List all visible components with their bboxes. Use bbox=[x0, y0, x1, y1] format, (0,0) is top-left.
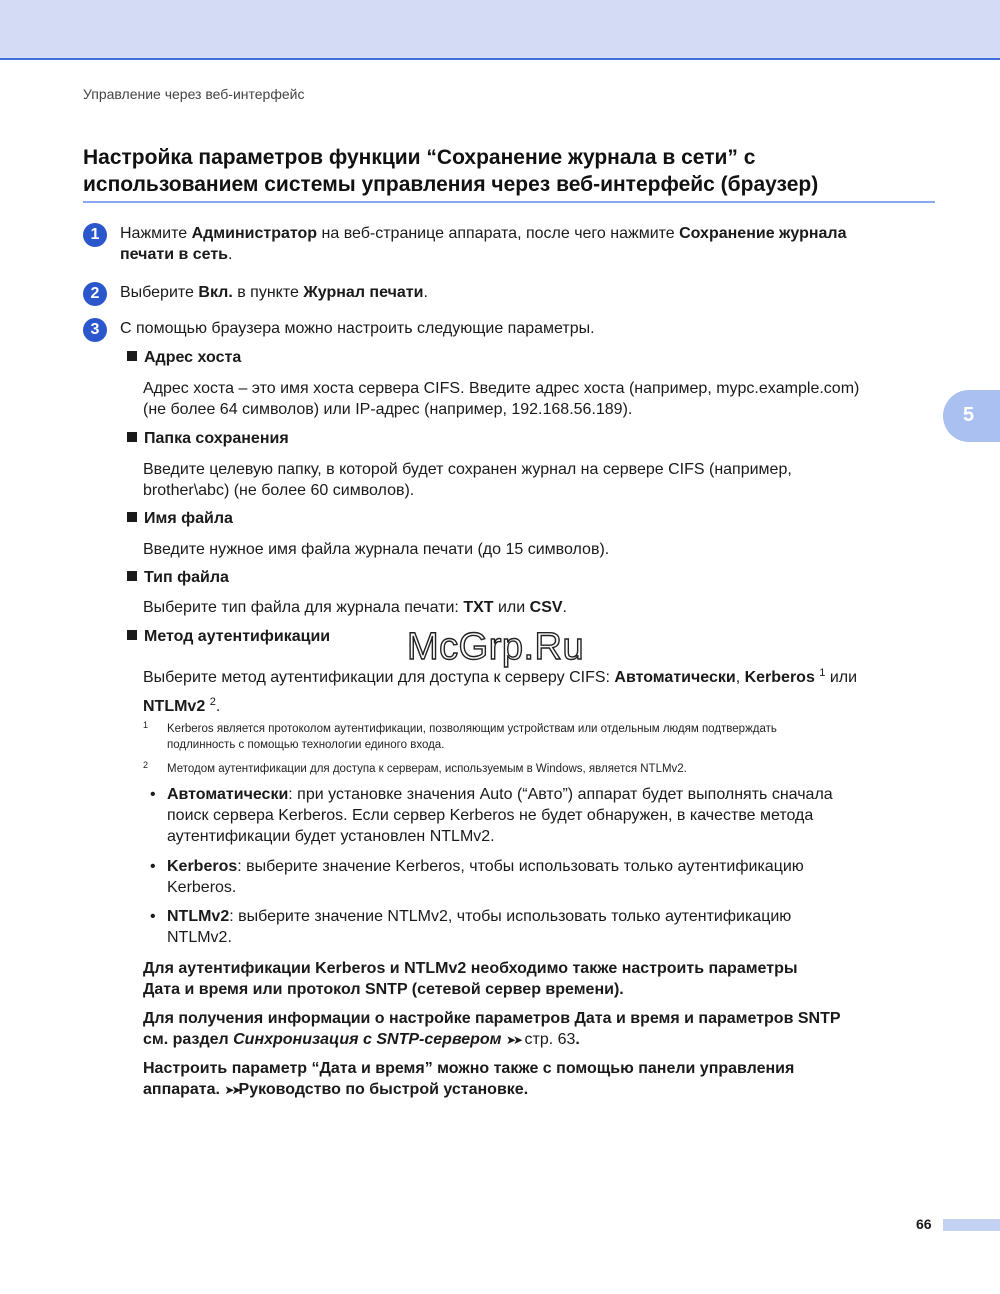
step-1-number: 1 bbox=[83, 223, 107, 247]
note-panel-setting: Настроить параметр “Дата и время” можно также с помощью панели управления аппарата. ➤➤Руководство по быстрой установке. bbox=[143, 1060, 795, 1098]
param-host-heading: Адрес хоста bbox=[127, 349, 241, 367]
step-3 bbox=[83, 318, 935, 339]
param-host-text: Адрес хоста – это имя хоста сервера CIFS. Введите адрес хоста (например, mypc.example.com) (не более 64 символов) или IP-адрес (например, 192.168.56.189). bbox=[143, 380, 860, 418]
step-2 bbox=[83, 282, 935, 303]
chapter-tab[interactable] bbox=[943, 390, 1000, 442]
auth-option-kerberos: • Kerberos: выберите значение Kerberos, чтобы использовать только аутентификацию Kerberos. bbox=[150, 858, 804, 896]
title-line-2: использованием системы управления через веб-интерфейс (браузер) bbox=[83, 173, 819, 196]
step-2-number: 2 bbox=[83, 282, 107, 306]
footnote-2: 2 Методом аутентификации для доступа к серверам, используемым в Windows, является NTLMv2. bbox=[143, 760, 687, 775]
double-arrow-icon: ➤➤ bbox=[224, 1083, 239, 1097]
step-1 bbox=[83, 223, 935, 265]
step-3-text: С помощью браузера можно настроить следующие параметры. bbox=[120, 320, 595, 337]
double-arrow-icon: ➤➤ bbox=[505, 1033, 521, 1047]
section-title bbox=[83, 144, 935, 198]
running-header: Управление через веб-интерфейс bbox=[83, 86, 305, 102]
sntp-link[interactable]: Синхронизация с SNTP-сервером bbox=[233, 1031, 502, 1048]
param-filetype-heading: Тип файла bbox=[127, 569, 229, 587]
title-rule bbox=[83, 201, 935, 203]
param-auth-heading: Метод аутентификации bbox=[127, 628, 330, 646]
step-1-text: Нажмите Администратор на веб-странице аппарата, после чего нажмите Сохранение журнала печати в сеть. bbox=[120, 225, 847, 263]
note-kerberos-time: Для аутентификации Kerberos и NTLMv2 необходимо также настроить параметры Дата и время или протокол SNTP (сетевой сервер времени). bbox=[143, 960, 798, 998]
step-2-text: Выберите Вкл. в пункте Журнал печати. bbox=[120, 284, 428, 301]
param-folder-text: Введите целевую папку, в которой будет сохранен журнал на сервере CIFS (например, brother\abc) (не более 60 символов). bbox=[143, 461, 792, 499]
page-number: 66 bbox=[916, 1216, 932, 1232]
param-filename-heading: Имя файла bbox=[127, 510, 233, 528]
page-bar bbox=[943, 1219, 1000, 1231]
footnote-1: 1 Kerberos является протоколом аутентификации, позволяющим устройствам или отдельным людям подтверждать подлинность с помощью технологии единого входа. bbox=[143, 720, 777, 751]
note-sntp-reference: Для получения информации о настройке параметров Дата и время и параметров SNTP см. раздел Синхронизация с SNTP-сервером ➤➤ стр. 63. bbox=[143, 1010, 841, 1048]
watermark: McGrp.Ru bbox=[407, 626, 585, 668]
auth-option-automatic: • Автоматически: при установке значения Auto (“Авто”) аппарат будет выполнять сначала поиск сервера Kerberos. Если сервер Kerberos не будет обнаружен, в качестве метода аутентификации будет установлен NTLMv2. bbox=[150, 786, 833, 845]
param-folder-heading: Папка сохранения bbox=[127, 430, 289, 448]
title-line-1: Настройка параметров функции “Сохранение журнала в сети” с bbox=[83, 146, 756, 169]
chapter-number: 5 bbox=[963, 404, 975, 426]
auth-option-ntlmv2: • NTLMv2: выберите значение NTLMv2, чтобы использовать только аутентификацию NTLMv2. bbox=[150, 908, 792, 946]
param-auth-text: Выберите метод аутентификации для доступа к серверу CIFS: Автоматически, Kerberos $^1$ или NTLMv2 $^2$. bbox=[143, 667, 858, 715]
top-band bbox=[0, 0, 1000, 60]
param-filename-text: Введите нужное имя файла журнала печати (до 15 символов). bbox=[143, 541, 610, 558]
param-filetype-text: Выберите тип файла для журнала печати: TXT или CSV. bbox=[143, 599, 567, 616]
step-3-number: 3 bbox=[83, 318, 107, 342]
